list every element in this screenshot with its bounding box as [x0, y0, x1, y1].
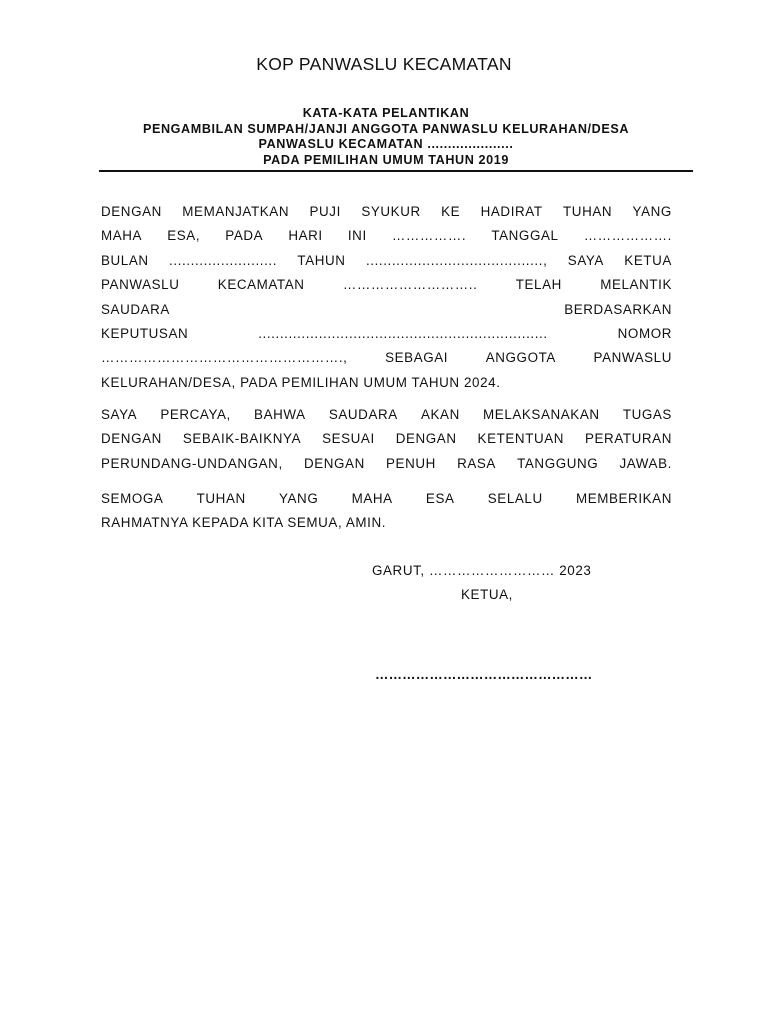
word: KETENTUAN — [477, 431, 565, 447]
paragraph-trust-lines — [101, 403, 672, 476]
word: DENGAN — [303, 455, 365, 471]
letterhead-title: KOP PANWASLU KECAMATAN — [256, 54, 512, 74]
word: ……………………….. — [342, 277, 478, 293]
signature-name-line: ………………………………………… — [375, 667, 593, 682]
word: TANGGAL — [491, 228, 559, 244]
word: ESA — [425, 491, 455, 506]
word: PUJI — [309, 204, 341, 219]
word: SAUDARA — [101, 301, 170, 317]
word: PANWASLU — [101, 277, 180, 293]
word: SESUAI — [322, 431, 375, 447]
word: TANGGUNG — [517, 455, 599, 471]
word: ANGGOTA — [485, 350, 556, 366]
word: HADIRAT — [480, 204, 543, 219]
word: MEMBERIKAN — [575, 491, 672, 506]
text-line — [101, 346, 672, 370]
word: TUHAN — [563, 204, 613, 219]
word: ……………. — [391, 228, 467, 244]
word: ......................... — [169, 252, 278, 268]
word: ........................................., — [365, 252, 548, 268]
heading-line-3: PANWASLU KECAMATAN ..................... — [258, 137, 514, 151]
word: JAWAB. — [619, 455, 672, 471]
word: SEBAGAI — [385, 350, 449, 366]
signature-role: KETUA, — [461, 587, 513, 602]
word: DENGAN — [101, 204, 162, 219]
word: NOMOR — [617, 326, 672, 342]
word: SAYA — [567, 252, 604, 268]
word: TUGAS — [622, 407, 672, 422]
text-line — [101, 224, 672, 248]
paragraph-trust — [101, 403, 672, 476]
word: TAHUN — [297, 252, 346, 268]
word: MAHA — [351, 491, 393, 506]
text-line — [101, 427, 672, 451]
word: KECAMATAN — [217, 277, 305, 293]
text-line — [101, 298, 672, 322]
word: KETUA — [624, 252, 672, 268]
word: ESA, — [167, 228, 201, 244]
signature-place-date: GARUT, ……………………… 2023 — [372, 563, 592, 578]
heading-line-4: PADA PEMILIHAN UMUM TAHUN 2019 — [263, 152, 509, 167]
word: SYUKUR — [361, 204, 421, 219]
word: PENUH — [386, 455, 436, 471]
word: INI — [347, 228, 367, 244]
word: TELAH — [515, 277, 562, 293]
heading-line-1: KATA-KATA PELANTIKAN — [302, 106, 470, 120]
paragraph-blessing-lines — [101, 487, 672, 511]
word: MELANTIK — [600, 277, 672, 293]
word: DENGAN — [101, 431, 162, 447]
word: ................................................................... — [258, 326, 548, 342]
heading-divider — [99, 170, 693, 172]
word: MELAKSANAKAN — [483, 407, 600, 422]
word: HARI — [288, 228, 323, 244]
word: MAHA — [101, 228, 143, 244]
paragraph-opening — [101, 200, 672, 395]
word: PANWASLU — [593, 350, 672, 366]
word: SEBAIK-BAIKNYA — [182, 431, 302, 447]
text-line — [101, 452, 672, 476]
word: YANG — [632, 204, 672, 219]
text-line — [101, 249, 672, 273]
word: SAYA — [101, 407, 138, 422]
text-line — [101, 273, 672, 297]
text-line — [101, 200, 672, 224]
document-heading — [90, 106, 682, 168]
word: KE — [441, 204, 461, 219]
paragraph-opening-last-line: KELURAHAN/DESA, PADA PEMILIHAN UMUM TAHUN 2024. — [101, 374, 501, 390]
word: PERCAYA, — [160, 407, 231, 422]
paragraph-blessing-last-line: RAHMATNYA KEPADA KITA SEMUA, AMIN. — [101, 515, 387, 531]
paragraph-blessing — [101, 487, 672, 536]
text-line — [101, 487, 672, 511]
word: DENGAN — [395, 431, 457, 447]
text-line — [101, 322, 672, 346]
word: SAUDARA — [328, 407, 398, 422]
word: BAHWA — [254, 407, 306, 422]
word: PADA — [225, 228, 264, 244]
word: TUHAN — [196, 491, 246, 506]
word: SELALU — [487, 491, 543, 506]
word: YANG — [278, 491, 319, 506]
word: BERDASARKAN — [564, 301, 672, 317]
paragraph-opening-lines — [101, 200, 672, 371]
word: RASA — [457, 455, 496, 471]
heading-line-2: PENGAMBILAN SUMPAH/JANJI ANGGOTA PANWASLU KELURAHAN/DESA — [142, 121, 630, 136]
word: PERUNDANG-UNDANGAN, — [101, 455, 283, 471]
word: AKAN — [420, 407, 460, 422]
word: ……………………………………………., — [101, 350, 348, 366]
word: BULAN — [101, 252, 149, 268]
word: KEPUTUSAN — [101, 326, 189, 342]
word: MEMANJATKAN — [182, 204, 290, 219]
text-line — [101, 403, 672, 427]
word: SEMOGA — [101, 491, 164, 506]
word: ………………. — [583, 228, 672, 244]
word: PERATURAN — [584, 431, 672, 447]
